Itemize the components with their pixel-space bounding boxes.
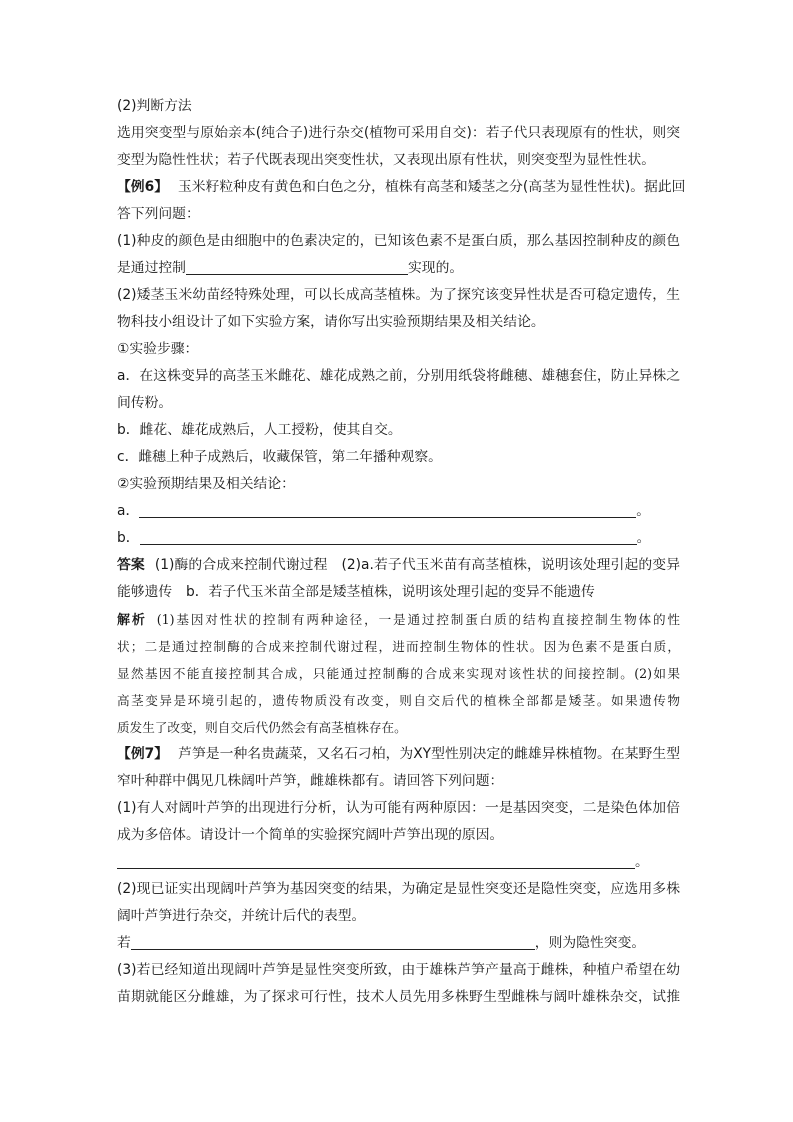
analysis-line: 显然基因不能直接控制其合成，只能通过控制酶的合成来实现对该性状的间接控制。(2)如果 (117, 666, 680, 681)
text-line: ①实验步骤： (117, 341, 199, 357)
text-line: ②实验预期结果及相关结论： (117, 476, 295, 492)
analysis-line: 高茎变异是环境引起的，遗传物质没有改变，则自交后代的植株全部都是矮茎。如果遗传物 (117, 693, 680, 708)
document-page (117, 93, 686, 1011)
example-6-question (117, 174, 686, 201)
text-line: (2)现已证实出现阔叶芦笋为基因突变的结果，为确定是显性突变还是隐性突变，应选用多株 (117, 881, 680, 897)
example-tag: 【例6】 (117, 179, 168, 195)
fill-in-line (117, 930, 680, 957)
analysis-line: 状；二是通过控制酶的合成来控制代谢过程，进而控制生物体的性状。因为色素不是蛋白质， (117, 639, 680, 654)
example-tag: 【例7】 (117, 746, 169, 762)
text-span: ，则为隐性突变。 (534, 935, 646, 951)
example-7-question (117, 741, 680, 768)
text-line: 窄叶种群中偶见几株阔叶芦笋，雌雄株都有。请回答下列问题： (117, 773, 504, 789)
fill-in-line (117, 849, 680, 876)
answer-blank[interactable] (131, 934, 535, 950)
text-span: 。 (636, 503, 651, 519)
answer-blank[interactable] (186, 259, 408, 275)
text-line: 变型为隐性性状；若子代既表现出突变性状，又表现出原有性状，则突变型为显性性状。 (117, 152, 656, 168)
fill-in-line (117, 525, 680, 552)
text-line: 苗期就能区分雌雄，为了探求可行性，技术人员先用多株野生型雌株与阔叶雄株杂交，试推 (117, 989, 680, 1005)
answer-line (117, 552, 680, 579)
text-span: a． (117, 503, 140, 519)
text-span: 是通过控制 (117, 260, 186, 276)
text-line: 能够遗传 b．若子代玉米苗全部是矮茎植株，说明该处理引起的变异不能遗传 (117, 584, 595, 600)
text-line: 选用突变型与原始亲本(纯合子)进行杂交(植物可采用自交)：若子代只表现原有的性状，则突 (117, 125, 680, 141)
answer-tag: 答案 (117, 557, 145, 573)
analysis-tag: 解析 (117, 613, 147, 628)
text-span: 。 (636, 530, 651, 546)
text-line: (1)种皮的颜色是由细胞中的色素决定的，已知该色素不是蛋白质，那么基因控制种皮的颜色 (117, 233, 680, 249)
analysis-line: 质发生了改变，则自交后代仍然会有高茎植株存在。 (117, 720, 407, 735)
text-line: (1)有人对阔叶芦笋的出现进行分析，认为可能有两种原因：一是基因突变，二是染色体加倍 (117, 800, 680, 816)
text-line: c．雌穗上种子成熟后，收藏保管，第二年播种观察。 (117, 449, 442, 465)
fill-in-line (117, 498, 680, 525)
text-line: 阔叶芦笋进行杂交，并统计后代的表型。 (117, 908, 366, 924)
text-line: 成为多倍体。请设计一个简单的实验探究阔叶芦笋出现的原因。 (117, 827, 504, 843)
text-line: (3)若已经知道出现阔叶芦笋是显性突变所致，由于雄株芦笋产量高于雌株，种植户希望在幼 (117, 962, 680, 978)
text-line: b．雌花、雄花成熟后，人工授粉，使其自交。 (117, 422, 402, 438)
text-span: b． (117, 530, 140, 546)
text-span: 芦笋是一种名贵蔬菜，又名石刁柏，为XY型性别决定的雌雄异株植物。在某野生型 (178, 746, 680, 762)
heading-judgment-method: (2)判断方法 (117, 98, 192, 114)
text-span: (1)酶的合成来控制代谢过程 (2)a.若子代玉米苗有高茎植株，说明该处理引起的变异 (154, 557, 681, 573)
text-span: (1)基因对性状的控制有两种途径，一是通过控制蛋白质的结构直接控制生物体的性 (156, 612, 680, 627)
answer-blank[interactable] (117, 853, 635, 869)
text-line: (2)矮茎玉米幼苗经特殊处理，可以长成高茎植株。为了探究该变异性状是否可稳定遗传，生 (117, 287, 680, 303)
text-span: 若 (117, 935, 131, 951)
text-line: 答下列问题： (117, 206, 200, 222)
answer-blank[interactable] (140, 529, 637, 545)
text-span: 实现的。 (407, 260, 464, 276)
fill-in-line (117, 255, 680, 282)
text-line: a．在这株变异的高茎玉米雌花、雄花成熟之前，分别用纸袋将雌穗、雄穗套住，防止异株之 (117, 368, 680, 384)
answer-blank[interactable] (139, 502, 636, 518)
text-line: 物科技小组设计了如下实验方案，请你写出实验预期结果及相关结论。 (117, 314, 545, 330)
text-span: 。 (635, 854, 649, 870)
text-line: 间传粉。 (117, 395, 173, 411)
text-span: 玉米籽粒种皮有黄色和白色之分，植株有高茎和矮茎之分(高茎为显性性状)。据此回 (178, 179, 686, 195)
analysis-line (117, 606, 680, 633)
